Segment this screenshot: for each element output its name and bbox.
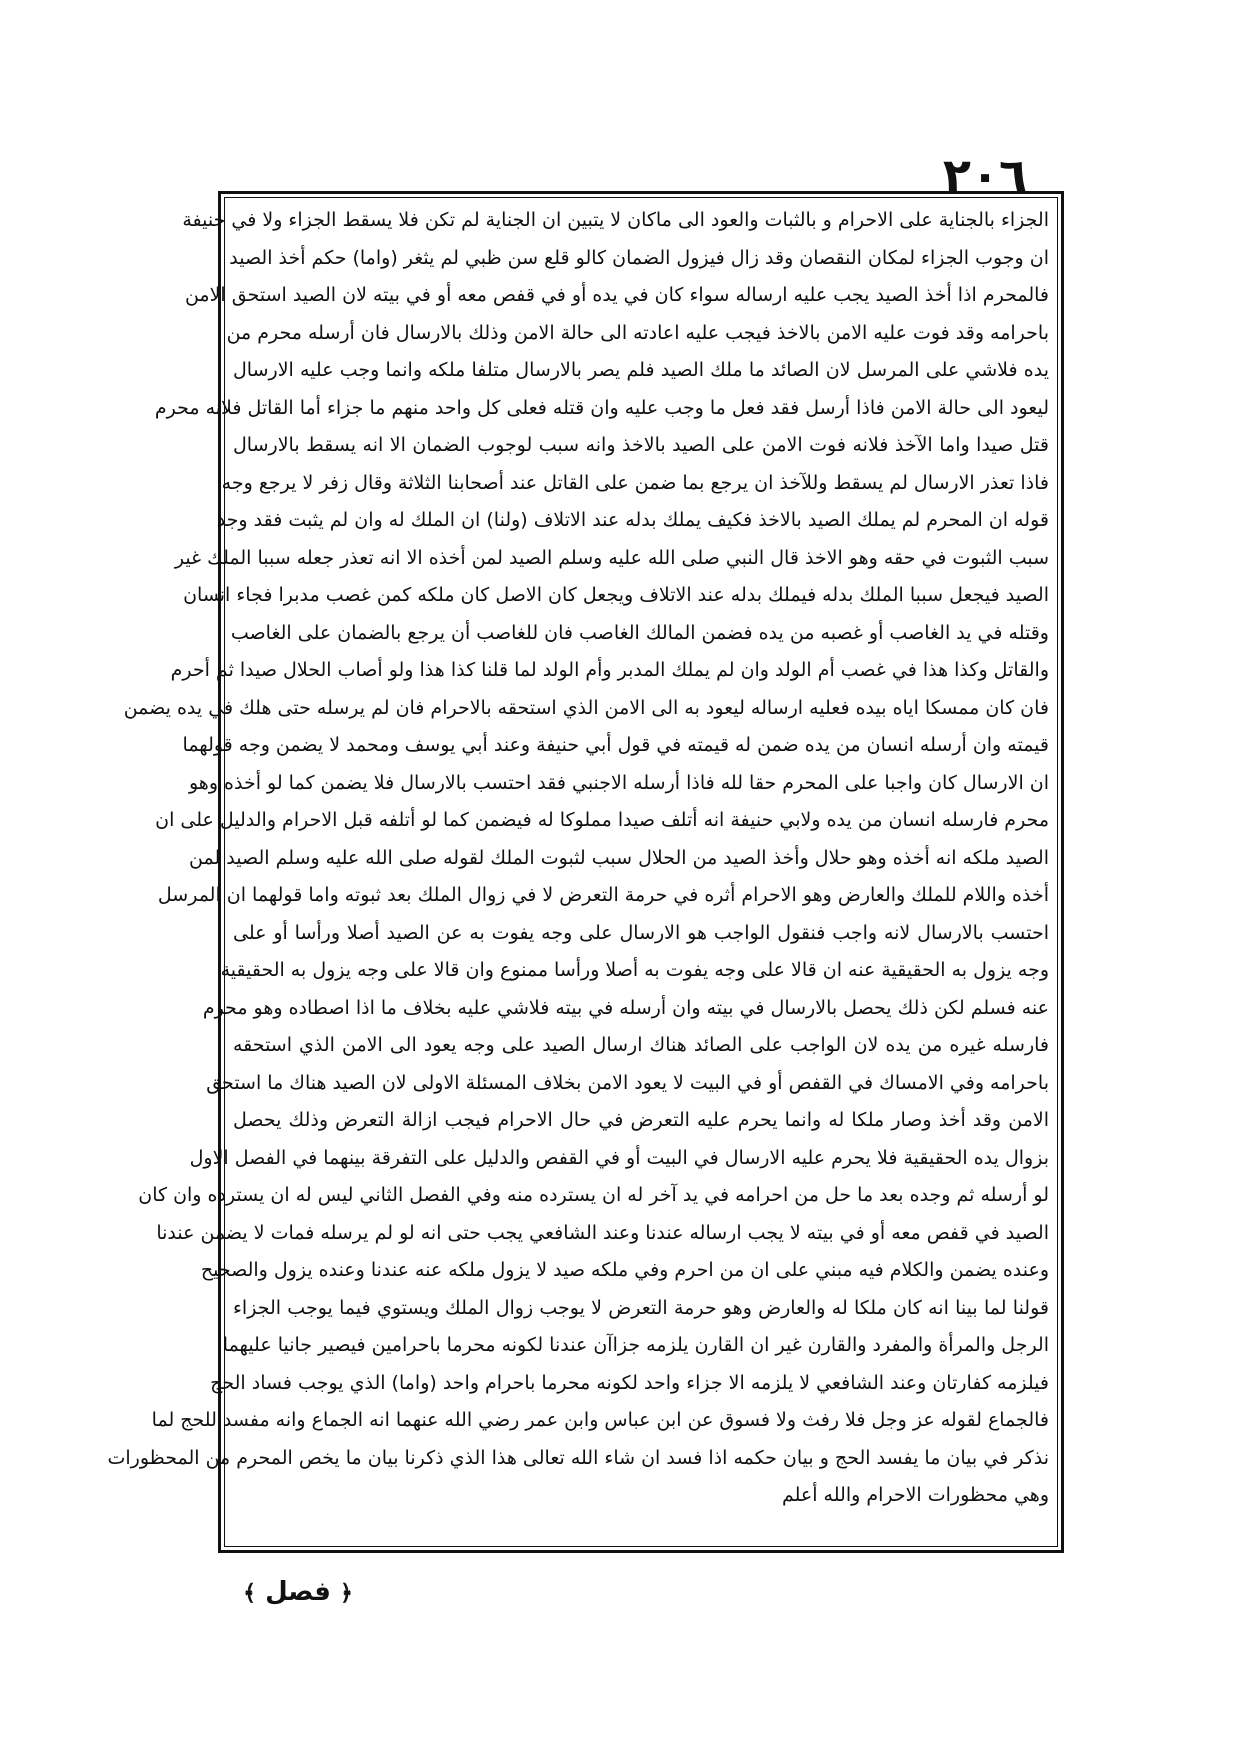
text-line: فان كان ممسكا اياه بيده فعليه ارساله ليعود به الى الامن الذي استحقه بالاحرام فان لم يرسله حتى هلك في يده يضمن (123, 696, 1049, 719)
text-line: والقاتل وكذا هذا في غصب أم الولد وان لم يملك المدبر وأم الولد لما قلنا كذا هذا ولو أصاب الحلال صيدا ثم أحرم (170, 659, 1049, 681)
section-heading (238, 1570, 358, 1614)
text-frame (107, 191, 1064, 1553)
text-line: فالجماع لقوله عز وجل فلا رفث ولا فسوق عن ابن عباس وابن عمر رضي الله عنهما انه الجماع وانه مفسد للحج لما (151, 1409, 1049, 1431)
text-line: قيمته وان أرسله انسان من يده ضمن له قيمته في قول أبي حنيفة وعند أبي يوسف ومحمد لا يضمن وجه قولهما (182, 734, 1049, 756)
text-line: بزوال يده الحقيقية فلا يحرم عليه الارسال في البيت أو في القفص والدليل على التفرقة بينهما في الفصل الاول (189, 1146, 1049, 1169)
text-line: الصيد في قفص معه أو في بيته لا يجب ارساله عندنا وعند الشافعي يجب حتى انه لو لم يرسله فمات لا يضمن عندنا (156, 1221, 1049, 1244)
text-body (107, 202, 1049, 1542)
text-line: الرجل والمرأة والمفرد والقارن غير ان القارن يلزمه جزاآن عندنا لكونه محرما باحرامين فيصير جانيا عليهما (222, 1334, 1049, 1356)
text-line: ليعود الى حالة الامن فاذا أرسل فقد فعل ما وجب عليه وان قتله فعلى كل واحد منهم ما جزاء أما القاتل فلانه محرم (154, 396, 1049, 419)
text-line: فارسله غيره من يده لان الواجب على الصائد هناك ارسال الصيد على وجه يعود الى الامن الذي استحقه (233, 1034, 1049, 1056)
text-line: الصيد فيجعل سببا الملك بدله فيملك بدله عند الاتلاف ويجعل كان الاصل كان ملكه كمن غصب مدبرا فجاء انسان (183, 584, 1049, 606)
text-line: الصيد ملكه انه أخذه وهو حلال وأخذ الصيد من الحلال سبب لثبوت الملك لقوله صلى الله عليه وسلم الصيد لمن (189, 846, 1049, 869)
text-line: الامن وقد أخذ وصار ملكا له وانما يحرم عليه التعرض في حال الاحرام فيجب ازالة التعرض وذلك يحصل (233, 1109, 1049, 1131)
text-line: سبب الثبوت في حقه وهو الاخذ قال النبي صلى الله عليه وسلم الصيد لمن أخذه الا انه تعذر جعله سببا الملك غير (174, 546, 1049, 569)
text-line: وهي محظورات الاحرام والله أعلم (781, 1484, 1049, 1506)
text-line: باحرامه وفي الامساك في القفص أو في البيت لا يعود الامن بخلاف المسئلة الاولى لان الصيد هناك ما استحق (206, 1071, 1049, 1094)
text-line: احتسب بالارسال لانه واجب فنقول الواجب هو الارسال على وجه يفوت به عن الصيد أصلا ورأسا أو على (233, 921, 1049, 944)
text-line: محرم فارسله انسان من يده ولابي حنيفة انه أتلف صيدا مملوكا له فيضمن كما لو أتلفه قبل الاحرام والدليل على ان (155, 809, 1049, 831)
text-line: أخذه واللام للملك والعارض وهو الاحرام أثره في حرمة التعرض لا في زوال الملك بعد ثبوته واما قولهما ان المرسل (157, 884, 1049, 906)
text-line: باحرامه وقد فوت عليه الامن بالاخذ فيجب عليه اعادته الى حالة الامن وذلك بالارسال فان أرسله محرم من (226, 321, 1049, 344)
text-line: فالمحرم اذا أخذ الصيد يجب عليه ارساله سواء كان في يده أو في قفص معه أو في بيته لان الصيد استحق الامن (184, 284, 1049, 306)
ornament-bracket-icon: ﴾ (243, 1581, 256, 1606)
text-line: نذكر في بيان ما يفسد الحج و بيان حكمه اذا فسد ان شاء الله تعالى هذا الذي ذكرنا بيان ما يخص المحرم من المحظورات (107, 1446, 1049, 1469)
text-line: ان الارسال كان واجبا على المحرم حقا لله فاذا أرسله الاجنبي فقد احتسب بالارسال فلا يضمن كما لو أخذه وهو (188, 771, 1049, 794)
text-line: وقتله في يد الغاصب أو غصبه من يده فضمن المالك الغاصب فان للغاصب أن يرجع بالضمان على الغاصب (230, 621, 1049, 644)
text-line: وجه يزول به الحقيقية عنه ان قالا على وجه يفوت به أصلا ورأسا ممنوع وان قالا على وجه يزول به الحقيقية (220, 959, 1049, 981)
text-line: الجزاء بالجناية على الاحرام و بالثبات والعود الى ماكان لا يتبين ان الجناية لم تكن فلا يسقط الجزاء ولا في حنيفة (182, 209, 1049, 231)
text-line: يده فلاشي على المرسل لان الصائد ما ملك الصيد فلم يصر بالارسال متلفا ملكه وانما وجب عليه الارسال (233, 359, 1049, 381)
text-line: ان وجوب الجزاء لمكان النقصان وقد زال فيزول الضمان كالو قلع سن ظبي لم يثغر (واما) حكم أخذ الصيد (229, 246, 1049, 269)
text-line: عنه فسلم لكن ذلك يحصل بالارسال في بيته وان أرسله في بيته فلاشي عليه بخلاف ما اذا اصطاده وهو محرم (202, 996, 1049, 1019)
text-line: قولنا لما بينا انه كان ملكا له والعارض وهو حرمة التعرض لا يوجب زوال الملك ويستوي فيما يوجب الجزاء (233, 1296, 1049, 1319)
text-line: فيلزمه كفارتان وعند الشافعي لا يلزمه الا جزاء واحد لكونه محرما باحرام واحد (واما) الذي يوجب فساد الحج (210, 1371, 1049, 1394)
text-line: قتل صيدا واما الآخذ فلانه فوت الامن على الصيد بالاخذ وانه سبب لوجوب الضمان الا انه يسقط بالارسال (233, 434, 1049, 456)
section-heading-label: فصل (265, 1577, 331, 1607)
text-line: وعنده يضمن والكلام فيه مبني على ان من احرم وفي ملكه صيد لا يزول ملكه عنه عندنا وعنده يزول والصحيح (200, 1259, 1049, 1281)
text-line: لو أرسله ثم وجده بعد ما حل من احرامه في يد آخر له ان يسترده منه وفي الفصل الثاني ليس له ان يسترده وان كان (138, 1184, 1049, 1206)
text-line: قوله ان المحرم لم يملك الصيد بالاخذ فكيف يملك بدله عند الاتلاف (ولنا) ان الملك له وان لم يثبت فقد وجد (216, 509, 1049, 531)
text-line: فاذا تعذر الارسال لم يسقط وللآخذ ان يرجع بما ضمن على القاتل عند أصحابنا الثلاثة وقال زفر لا يرجع وجه (221, 471, 1049, 494)
page-number: ٢٠٦ (942, 148, 1028, 202)
ornament-bracket-icon: ﴿ (339, 1581, 353, 1606)
